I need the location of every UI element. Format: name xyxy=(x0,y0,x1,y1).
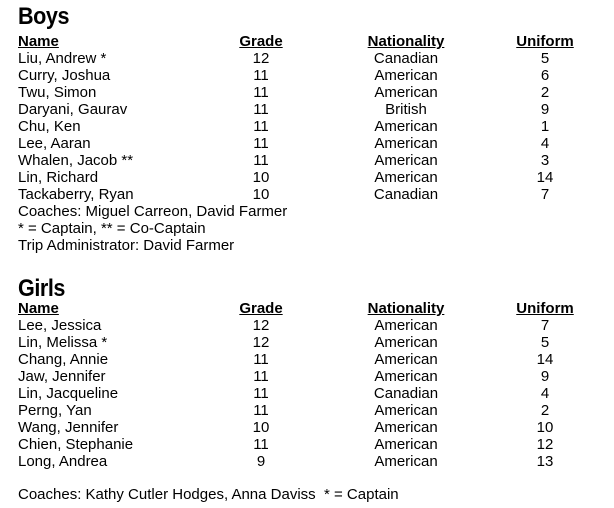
player-grade: 10 xyxy=(252,169,270,186)
table-row xyxy=(18,453,608,470)
player-uniform: 1 xyxy=(540,118,550,135)
player-uniform: 10 xyxy=(536,419,554,436)
table-row xyxy=(18,186,608,203)
table-row xyxy=(18,351,608,368)
boys-roster-table xyxy=(18,33,608,203)
player-uniform: 9 xyxy=(540,101,550,118)
table-row xyxy=(18,118,608,135)
player-nationality: American xyxy=(374,436,438,453)
player-nationality: American xyxy=(374,368,438,385)
player-uniform: 3 xyxy=(540,152,550,169)
player-uniform: 2 xyxy=(540,402,550,419)
player-name: Lin, Jacqueline xyxy=(18,385,119,402)
player-grade: 12 xyxy=(252,50,270,67)
player-name: Chien, Stephanie xyxy=(18,436,134,453)
boys-captain-legend: * = Captain, ** = Co-Captain xyxy=(18,220,206,237)
boys-header-name: Name xyxy=(18,33,59,50)
player-name: Lin, Melissa * xyxy=(18,334,108,351)
player-uniform: 13 xyxy=(536,453,554,470)
table-row xyxy=(18,135,608,152)
player-uniform: 5 xyxy=(540,50,550,67)
player-grade: 11 xyxy=(253,351,269,368)
player-grade: 10 xyxy=(252,186,270,203)
girls-coaches-footer: Coaches: Kathy Cutler Hodges, Anna Daviss * = Captain xyxy=(18,486,399,503)
player-grade: 11 xyxy=(253,67,269,84)
player-grade: 11 xyxy=(253,101,269,118)
player-name: Chu, Ken xyxy=(18,118,81,135)
player-name: Liu, Andrew * xyxy=(18,50,107,67)
girls-header-row xyxy=(18,300,608,317)
player-name: Jaw, Jennifer xyxy=(18,368,106,385)
boys-header-grade: Grade xyxy=(239,33,283,50)
player-name: Perng, Yan xyxy=(18,402,92,419)
player-grade: 11 xyxy=(253,385,269,402)
player-name: Lee, Jessica xyxy=(18,317,102,334)
player-nationality: British xyxy=(385,101,427,118)
player-name: Lin, Richard xyxy=(18,169,99,186)
girls-title: Girls xyxy=(18,275,65,302)
table-row xyxy=(18,368,608,385)
player-grade: 11 xyxy=(253,152,269,169)
player-grade: 11 xyxy=(253,84,269,101)
player-uniform: 7 xyxy=(540,186,550,203)
player-nationality: American xyxy=(374,351,438,368)
player-grade: 12 xyxy=(252,334,270,351)
player-name: Tackaberry, Ryan xyxy=(18,186,134,203)
girls-header-nationality: Nationality xyxy=(367,300,445,317)
boys-trip-administrator: Trip Administrator: David Farmer xyxy=(18,237,235,254)
player-nationality: American xyxy=(374,169,438,186)
player-uniform: 14 xyxy=(536,169,554,186)
player-uniform: 7 xyxy=(540,317,550,334)
girls-header-grade: Grade xyxy=(239,300,283,317)
player-uniform: 9 xyxy=(540,368,550,385)
player-nationality: American xyxy=(374,118,438,135)
player-nationality: American xyxy=(374,135,438,152)
player-grade: 11 xyxy=(253,135,269,152)
table-row xyxy=(18,419,608,436)
table-row xyxy=(18,436,608,453)
player-nationality: Canadian xyxy=(373,186,439,203)
table-row xyxy=(18,317,608,334)
player-grade: 10 xyxy=(252,419,270,436)
table-row xyxy=(18,84,608,101)
player-uniform: 6 xyxy=(540,67,550,84)
player-name: Whalen, Jacob ** xyxy=(18,152,134,169)
player-nationality: American xyxy=(374,152,438,169)
player-nationality: American xyxy=(374,402,438,419)
table-row xyxy=(18,152,608,169)
player-nationality: American xyxy=(374,67,438,84)
table-row xyxy=(18,402,608,419)
player-name: Twu, Simon xyxy=(18,84,97,101)
player-grade: 11 xyxy=(253,402,269,419)
girls-header-name: Name xyxy=(18,300,59,317)
player-uniform: 4 xyxy=(540,385,550,402)
player-grade: 11 xyxy=(253,436,269,453)
table-row xyxy=(18,334,608,351)
player-uniform: 12 xyxy=(536,436,554,453)
player-nationality: American xyxy=(374,84,438,101)
player-nationality: Canadian xyxy=(373,50,439,67)
girls-header-uniform: Uniform xyxy=(516,300,574,317)
player-uniform: 5 xyxy=(540,334,550,351)
player-uniform: 2 xyxy=(540,84,550,101)
player-name: Lee, Aaran xyxy=(18,135,91,152)
player-name: Long, Andrea xyxy=(18,453,108,470)
player-name: Wang, Jennifer xyxy=(18,419,119,436)
player-grade: 9 xyxy=(256,453,266,470)
player-name: Daryani, Gaurav xyxy=(18,101,128,118)
boys-header-uniform: Uniform xyxy=(516,33,574,50)
girls-roster-table xyxy=(18,300,608,470)
player-nationality: American xyxy=(374,453,438,470)
player-grade: 11 xyxy=(253,368,269,385)
boys-header-nationality: Nationality xyxy=(367,33,445,50)
table-row xyxy=(18,67,608,84)
player-name: Curry, Joshua xyxy=(18,67,111,84)
player-nationality: American xyxy=(374,317,438,334)
player-uniform: 14 xyxy=(536,351,554,368)
boys-coaches: Coaches: Miguel Carreon, David Farmer xyxy=(18,203,288,220)
player-uniform: 4 xyxy=(540,135,550,152)
player-grade: 12 xyxy=(252,317,270,334)
boys-header-row xyxy=(18,33,608,50)
player-grade: 11 xyxy=(253,118,269,135)
player-nationality: American xyxy=(374,334,438,351)
player-name: Chang, Annie xyxy=(18,351,109,368)
boys-title: Boys xyxy=(18,3,70,30)
table-row xyxy=(18,385,608,402)
player-nationality: American xyxy=(374,419,438,436)
table-row xyxy=(18,101,608,118)
table-row xyxy=(18,50,608,67)
player-nationality: Canadian xyxy=(373,385,439,402)
table-row xyxy=(18,169,608,186)
